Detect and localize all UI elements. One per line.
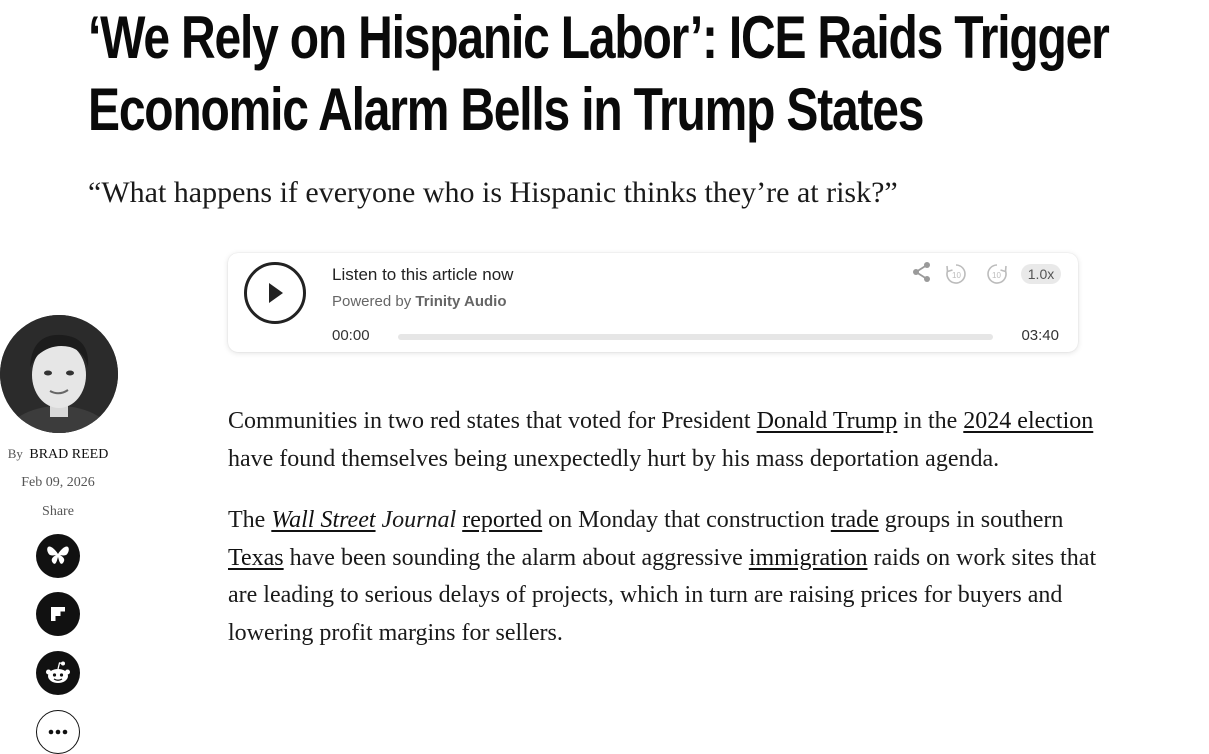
text: The <box>228 507 272 533</box>
byline-prefix: By <box>7 446 23 461</box>
paragraph-2 <box>228 502 1098 652</box>
bluesky-icon <box>46 545 70 567</box>
text: on Monday that construction <box>542 507 831 533</box>
share-flipboard-button[interactable] <box>36 592 80 636</box>
article-body <box>228 403 1098 676</box>
powered-by-prefix: Powered by <box>332 293 412 310</box>
powered-by-brand-link[interactable]: Trinity Audio <box>415 293 507 310</box>
headline <box>88 2 1200 146</box>
link-donald-trump[interactable]: Donald Trump <box>756 408 898 434</box>
author-avatar[interactable] <box>0 315 118 433</box>
share-more-button[interactable] <box>36 710 80 754</box>
more-icon <box>46 729 70 735</box>
text: groups in southern <box>878 507 1064 533</box>
progress-bar[interactable] <box>398 334 993 340</box>
author-name-link[interactable]: BRAD REED <box>29 447 109 462</box>
link-immigration[interactable]: immigration <box>748 544 868 571</box>
headline-line-1: ‘We Rely on Hispanic Labor’: ICE Raids Trigger <box>88 4 1109 71</box>
link-wall-street[interactable] <box>271 507 375 533</box>
share-icon[interactable] <box>911 261 933 283</box>
play-button[interactable] <box>244 262 306 324</box>
playback-speed-button[interactable]: 1.0x <box>1021 264 1061 284</box>
text: raids on work sites that are leading to serious delays of projects, which in turn are raising prices for buyers and lowering profit margins for sellers. <box>228 544 1097 646</box>
flipboard-icon <box>49 605 67 623</box>
text: Communities in two red states that voted for President <box>228 408 757 434</box>
wall-street-text: Wall Street <box>271 507 376 533</box>
audio-player <box>228 253 1078 352</box>
total-time: 03:40 <box>1021 327 1059 344</box>
play-icon <box>264 280 286 306</box>
rewind-10-label: 10 <box>952 271 961 280</box>
player-powered-by <box>332 293 507 310</box>
link-2024-election[interactable]: 2024 election <box>963 408 1094 434</box>
journal-text: Journal <box>375 507 457 533</box>
link-texas[interactable]: Texas <box>228 544 284 571</box>
text: have found themselves being unexpectedly hurt by his mass deportation agenda. <box>228 445 1000 472</box>
player-title: Listen to this article now <box>332 265 514 284</box>
paragraph-1 <box>228 403 1098 478</box>
share-reddit-button[interactable] <box>36 651 80 695</box>
reddit-icon <box>44 660 72 686</box>
link-reported[interactable]: reported <box>462 507 543 533</box>
share-label: Share <box>42 504 74 519</box>
author-photo-icon <box>0 315 118 433</box>
current-time: 00:00 <box>332 327 370 344</box>
publish-date: Feb 09, 2026 <box>21 475 95 490</box>
text: have been sounding the alarm about aggressive <box>283 544 749 571</box>
share-bluesky-button[interactable] <box>36 534 80 578</box>
text: in the <box>897 408 964 434</box>
byline <box>0 446 116 463</box>
link-trade[interactable]: trade <box>830 507 879 533</box>
headline-line-2: Economic Alarm Bells in Trump States <box>88 76 924 143</box>
rewind-10-icon[interactable] <box>944 262 968 286</box>
subheadline: “What happens if everyone who is Hispanic thinks they’re at risk?” <box>88 176 898 209</box>
forward-10-label: 10 <box>992 271 1001 280</box>
forward-10-icon[interactable] <box>985 262 1009 286</box>
